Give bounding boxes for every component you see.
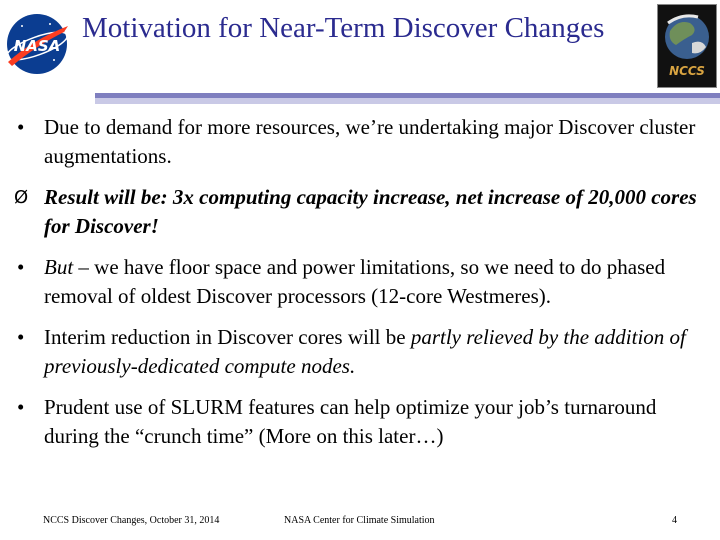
bullet-item (14, 393, 704, 451)
title-divider (95, 93, 720, 105)
bullet-marker: • (17, 115, 25, 139)
bullet-text: Due to demand for more resources, we’re undertaking major Discover cluster augmentations. (44, 115, 696, 168)
footer-organization: NASA Center for Climate Simulation (284, 515, 435, 526)
bullet-marker: • (17, 395, 25, 419)
bullet-item-result (14, 183, 704, 241)
bullet-text: Prudent use of SLURM features can help optimize your job’s turnaround during the “crunch time” (More on this later…) (44, 395, 657, 448)
slide-title: Motivation for Near-Term Discover Changes (82, 12, 605, 44)
bullet-marker: • (17, 325, 25, 349)
bullet-marker: • (17, 255, 25, 279)
bullet-list (14, 113, 704, 463)
nccs-logo-text: NCCS (669, 64, 705, 78)
footer-date: NCCS Discover Changes, October 31, 2014 (43, 515, 220, 526)
bullet-item (14, 113, 704, 171)
nasa-logo-icon (2, 10, 72, 78)
nasa-logo-text: NASA (13, 37, 61, 55)
bullet-text: – we have floor space and power limitations, so we need to do phased removal of oldest Discover processors (12-core Westmeres). (44, 255, 666, 308)
page-number: 4 (672, 515, 677, 526)
nccs-logo-icon (657, 4, 717, 88)
arrow-bullet-icon: Ø (14, 187, 29, 208)
bullet-item (14, 253, 704, 311)
bullet-emphasis: partly relieved by the addition of previously-dedicated compute nodes. (44, 325, 686, 378)
bullet-item (14, 323, 704, 381)
bullet-text: Result will be: 3x computing capacity increase, net increase of 20,000 cores for Discover! (44, 185, 697, 238)
bullet-text: Interim reduction in Discover cores will be (44, 325, 411, 349)
bullet-emphasis: But (44, 255, 74, 279)
